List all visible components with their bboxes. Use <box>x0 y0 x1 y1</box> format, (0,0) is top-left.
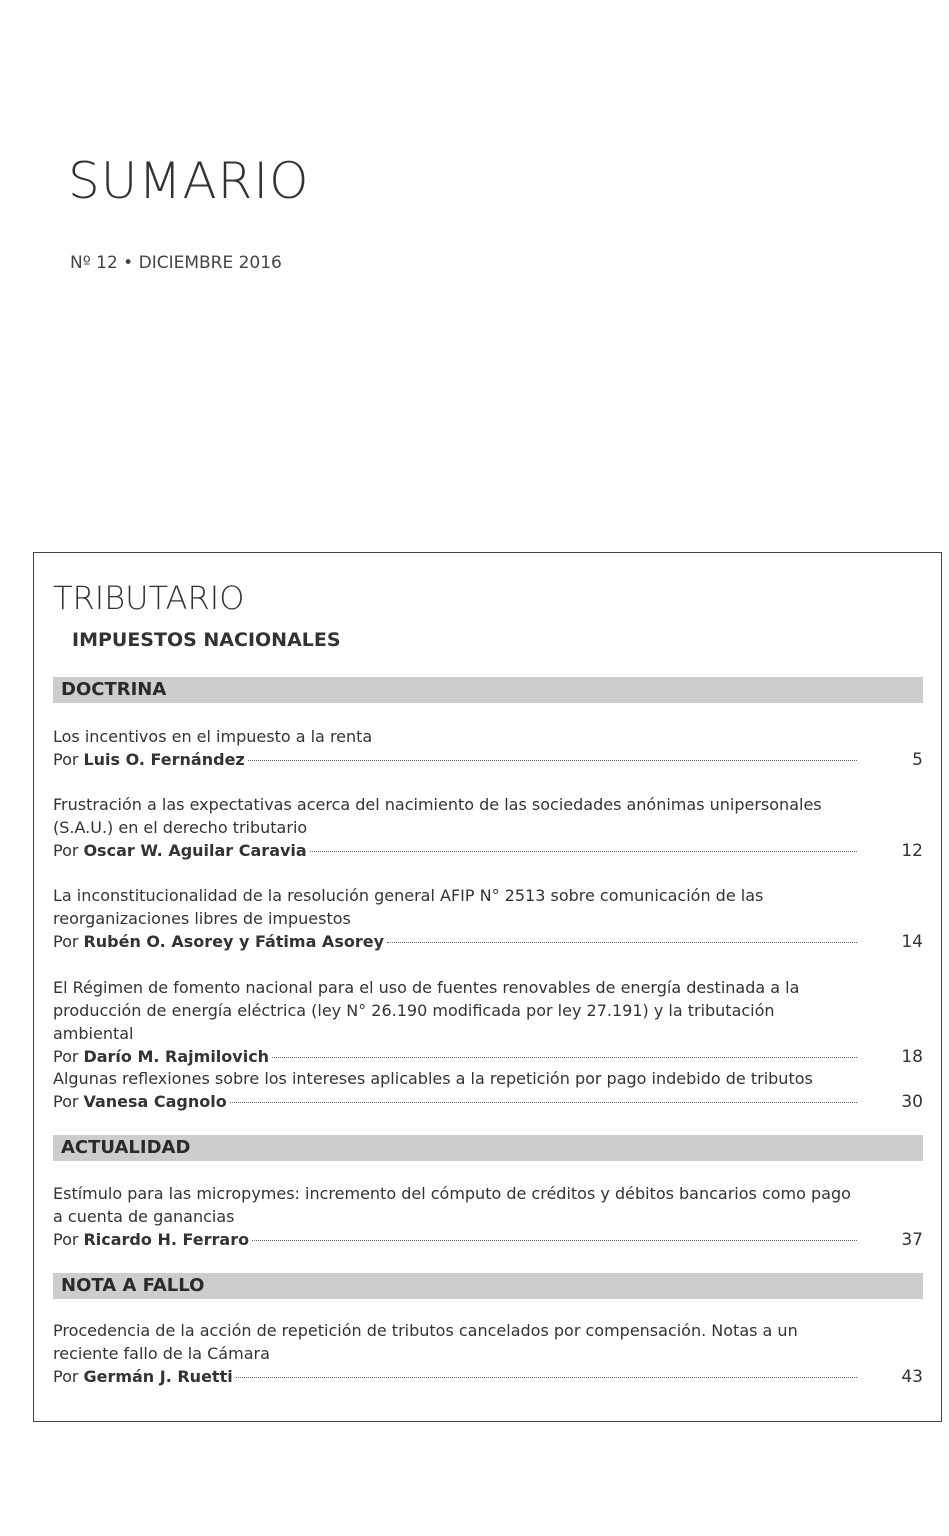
issue-label: Nº 12 • DICIEMBRE 2016 <box>70 253 282 273</box>
dot-leader <box>248 760 857 761</box>
entry-page: 37 <box>901 1230 923 1250</box>
entry-byline <box>53 930 923 954</box>
category-band-nota-a-fallo: NOTA A FALLO <box>53 1273 923 1299</box>
entry-page: 14 <box>901 932 923 952</box>
dot-leader <box>236 1377 857 1378</box>
entry-por: Por <box>53 1367 79 1386</box>
entry-por: Por <box>53 841 79 860</box>
subsection-title: IMPUESTOS NACIONALES <box>72 629 341 651</box>
entry-por: Por <box>53 1047 79 1066</box>
entry-byline <box>53 1365 923 1389</box>
dot-leader <box>272 1057 857 1058</box>
toc-entry[interactable] <box>53 1067 923 1114</box>
entry-page: 43 <box>901 1367 923 1387</box>
entry-page: 30 <box>901 1092 923 1112</box>
entry-title: Estímulo para las micropymes: incremento del cómputo de créditos y débitos bancarios como pago a cuenta de ganancias <box>53 1184 851 1226</box>
entry-author: Oscar W. Aguilar Caravia <box>83 841 307 860</box>
entry-por: Por <box>53 1092 79 1111</box>
entry-title: El Régimen de fomento nacional para el uso de fuentes renovables de energía destinada a la producción de energía eléctrica (ley N° 26.190 modificada por ley 27.191) y la tributación ambiental <box>53 978 800 1043</box>
toc-entry[interactable] <box>53 1319 923 1389</box>
section-title: TRIBUTARIO <box>53 579 245 617</box>
entry-byline <box>53 748 923 772</box>
entry-page: 5 <box>912 750 923 770</box>
entry-por: Por <box>53 750 79 769</box>
entry-page: 12 <box>901 841 923 861</box>
toc-entry[interactable] <box>53 793 923 863</box>
dot-leader <box>387 942 857 943</box>
toc-entry[interactable] <box>53 976 923 1069</box>
entry-byline <box>53 1045 923 1069</box>
category-band-actualidad: ACTUALIDAD <box>53 1135 923 1161</box>
contents-box <box>33 552 942 1422</box>
toc-entry[interactable] <box>53 725 923 772</box>
entry-byline <box>53 1228 923 1252</box>
page-title: SUMARIO <box>68 152 310 210</box>
entry-byline <box>53 1090 923 1114</box>
entry-author: Rubén O. Asorey y Fátima Asorey <box>83 932 384 951</box>
entry-author: Ricardo H. Ferraro <box>83 1230 250 1249</box>
entry-page: 18 <box>901 1047 923 1067</box>
entry-author: Germán J. Ruetti <box>83 1367 233 1386</box>
category-band-doctrina: DOCTRINA <box>53 677 923 703</box>
entry-title: Frustración a las expectativas acerca del nacimiento de las sociedades anónimas unipersonales (S.A.U.) en el derecho tributario <box>53 795 822 837</box>
entry-title: Algunas reflexiones sobre los intereses aplicables a la repetición por pago indebido de tributos <box>53 1069 813 1088</box>
entry-por: Por <box>53 1230 79 1249</box>
dot-leader <box>310 851 857 852</box>
toc-entry[interactable] <box>53 1182 923 1252</box>
dot-leader <box>252 1240 857 1241</box>
entry-author: Vanesa Cagnolo <box>83 1092 227 1111</box>
entry-title: Los incentivos en el impuesto a la renta <box>53 727 373 746</box>
toc-entry[interactable] <box>53 884 923 954</box>
dot-leader <box>230 1102 857 1103</box>
entry-title: La inconstitucionalidad de la resolución general AFIP N° 2513 sobre comunicación de las reorganizaciones libres de impuestos <box>53 886 764 928</box>
entry-author: Luis O. Fernández <box>83 750 245 769</box>
entry-byline <box>53 839 923 863</box>
entry-author: Darío M. Rajmilovich <box>83 1047 270 1066</box>
entry-title: Procedencia de la acción de repetición de tributos cancelados por compensación. Notas a un reciente fallo de la Cámara <box>53 1321 798 1363</box>
entry-por: Por <box>53 932 79 951</box>
